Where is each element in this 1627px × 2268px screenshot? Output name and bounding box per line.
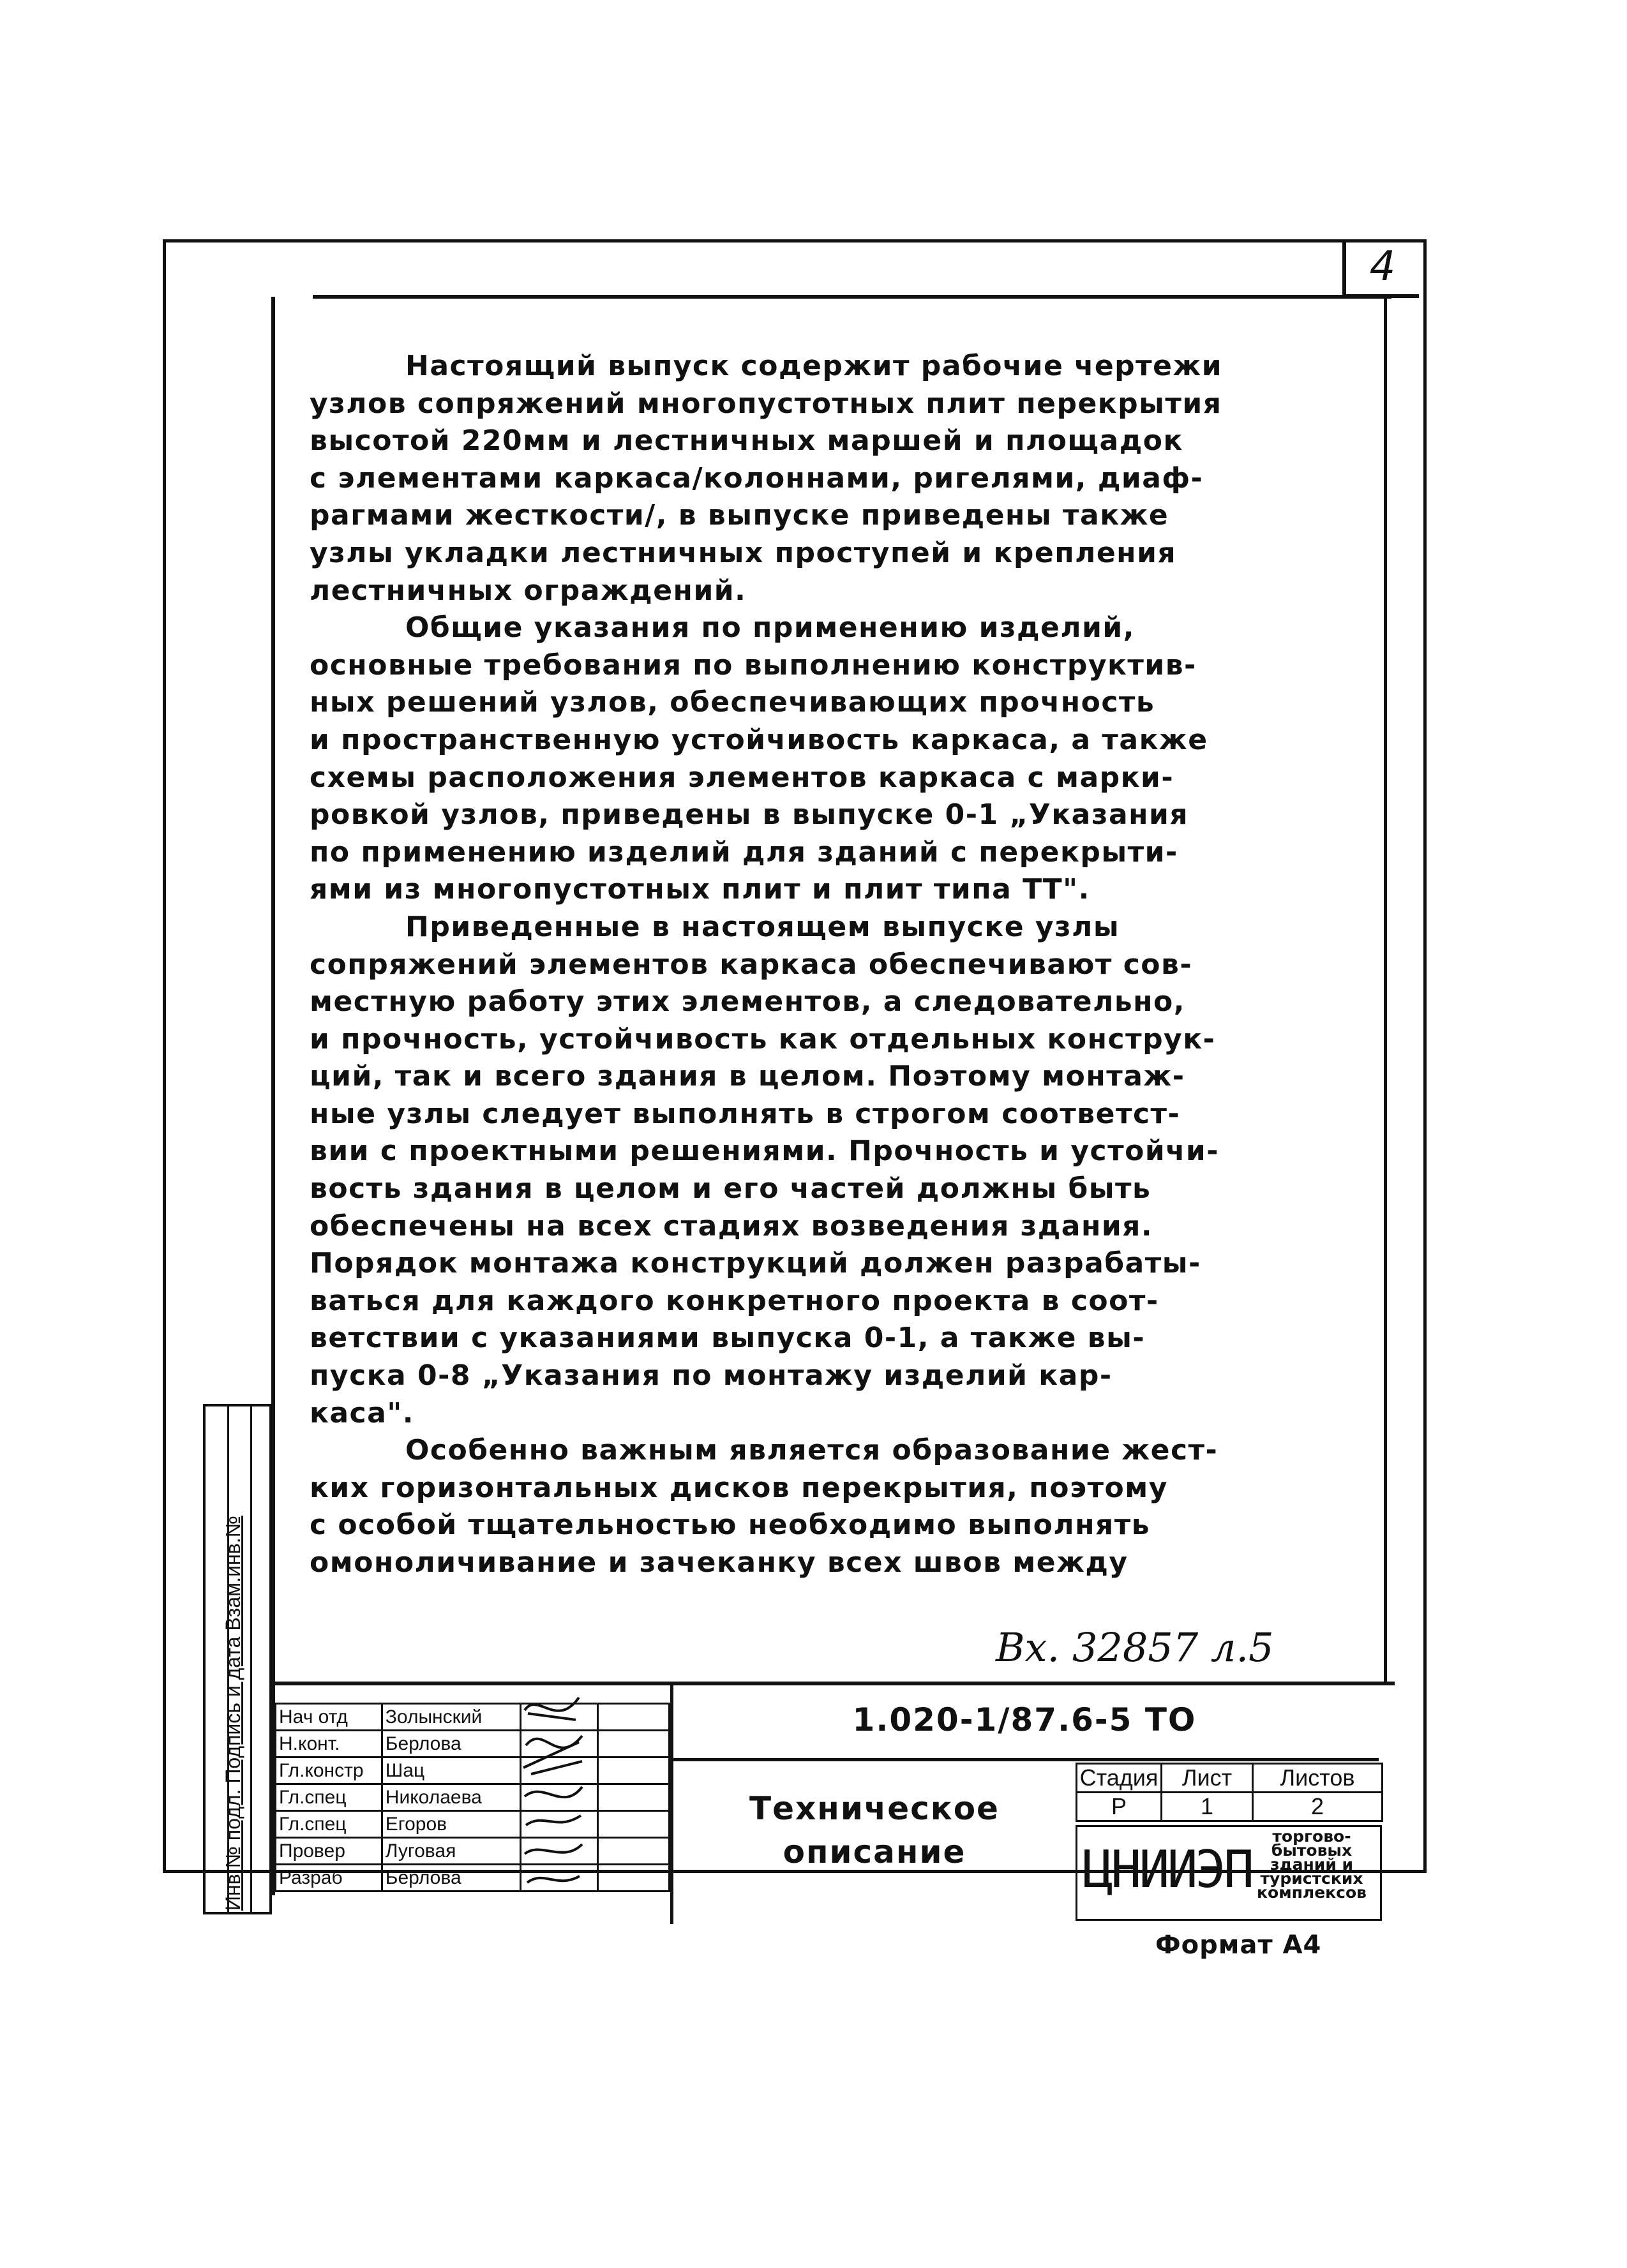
text-line: с особой тщательностью необходимо выполнять xyxy=(310,1509,1151,1542)
name-cell: Шац xyxy=(382,1757,520,1784)
text-line: сопряжений элементов каркаса обеспечивают сов- xyxy=(310,948,1193,981)
text-line: узлов сопряжений многопустотных плит перекрытия xyxy=(310,387,1222,420)
text-line: рагмами жесткости/, в выпуске приведены также xyxy=(310,499,1169,532)
table-row xyxy=(276,1704,670,1731)
role-cell: Гл.констр xyxy=(276,1757,382,1784)
role-cell: Нач отд xyxy=(276,1704,382,1731)
table-row xyxy=(1077,1764,1383,1793)
text-line: ные узлы следует выполнять в строгом соответст- xyxy=(310,1097,1181,1130)
text-line: лестничных ограждений. xyxy=(310,574,747,607)
text-line: Порядок монтажа конструкций должен разрабаты- xyxy=(310,1247,1201,1280)
text-line: и пространственную устойчивость каркаса, а также xyxy=(310,723,1208,756)
paragraph-1 xyxy=(310,348,1388,609)
text-line: местную работу этих элементов, а следовательно, xyxy=(310,985,1185,1018)
role-cell: Гл.спец xyxy=(276,1811,382,1838)
text-line: с элементами каркаса/колоннами, ригелями, диаф- xyxy=(310,461,1204,495)
text-line: обеспечены на всех стадиях возведения здания. xyxy=(310,1209,1153,1242)
text-line: пуска 0-8 „Указания по монтажу изделий кар- xyxy=(310,1359,1113,1392)
table-row xyxy=(276,1865,670,1891)
table-row xyxy=(1077,1793,1383,1821)
text-line: ями из многопустотных плит и плит типа ТТ". xyxy=(310,873,1090,906)
name-cell: Золынский xyxy=(382,1704,520,1731)
text-line: высотой 220мм и лестничных маршей и площадок xyxy=(310,424,1183,458)
date-cell xyxy=(598,1704,670,1731)
text-line: ровкой узлов, приведены в выпуске 0-1 „Указания xyxy=(310,798,1189,832)
document-title xyxy=(709,1787,1040,1874)
text-line: схемы расположения элементов каркаса с марки- xyxy=(310,761,1174,794)
side-stamp xyxy=(203,1404,272,1914)
title-line-2: описание xyxy=(783,1833,966,1870)
handwritten-signatures xyxy=(518,1685,587,1902)
name-cell: Берлова xyxy=(382,1731,520,1757)
text-line: ветствии с указаниями выпуска 0-1, а также вы- xyxy=(310,1322,1146,1355)
text-line: Общие указания по применению изделий, xyxy=(405,611,1135,645)
inventory-note: Вх. 32857 л.5 xyxy=(996,1624,1274,1671)
text-line: ких горизонтальных дисков перекрытия, поэтому xyxy=(310,1471,1168,1504)
paragraph-2 xyxy=(310,609,1388,909)
sheet-number: 4 xyxy=(1342,239,1419,298)
sheets-value: 2 xyxy=(1253,1793,1383,1821)
role-cell: Разраб xyxy=(276,1865,382,1891)
organization-logo: ЦНИИЭП xyxy=(1083,1840,1252,1899)
date-cell xyxy=(598,1811,670,1838)
stage-value: Р xyxy=(1077,1793,1162,1821)
organization-box xyxy=(1076,1825,1382,1921)
organization-name: торгово-бытовых зданий и туристских комплексов xyxy=(1257,1827,1367,1902)
format-label: Формат А4 xyxy=(1155,1930,1322,1960)
code-divider xyxy=(670,1758,1379,1761)
top-rule xyxy=(313,295,1391,299)
date-cell xyxy=(598,1757,670,1784)
stage-header: Стадия xyxy=(1077,1764,1162,1793)
side-stamp-divider xyxy=(250,1406,252,1912)
table-row xyxy=(276,1731,670,1757)
text-line: по применению изделий для зданий с перекрыти- xyxy=(310,835,1178,869)
name-cell: Луговая xyxy=(382,1838,520,1865)
date-cell xyxy=(598,1784,670,1811)
signatures-table xyxy=(274,1703,670,1892)
name-cell: Николаева xyxy=(382,1784,520,1811)
name-cell: Егоров xyxy=(382,1811,520,1838)
sheet-value: 1 xyxy=(1162,1793,1253,1821)
sheet-header: Лист xyxy=(1162,1764,1253,1793)
sheets-header: Листов xyxy=(1253,1764,1383,1793)
document-code: 1.020-1/87.6-5 ТО xyxy=(852,1701,1197,1738)
paragraph-4 xyxy=(310,1432,1388,1581)
text-line: ваться для каждого конкретного проекта в соот- xyxy=(310,1284,1159,1317)
table-row xyxy=(276,1838,670,1865)
paragraph-3 xyxy=(310,909,1388,1432)
name-cell: Берлова xyxy=(382,1865,520,1891)
body-text xyxy=(310,348,1388,1582)
date-cell xyxy=(598,1838,670,1865)
date-cell xyxy=(598,1731,670,1757)
stage-table xyxy=(1076,1763,1383,1822)
date-cell xyxy=(598,1865,670,1891)
text-line: омоноличивание и зачеканку всех швов между xyxy=(310,1546,1128,1579)
text-line: каса". xyxy=(310,1396,414,1429)
table-row xyxy=(276,1811,670,1838)
title-line-1: Техническое xyxy=(749,1790,1000,1827)
role-cell: Провер xyxy=(276,1838,382,1865)
text-line: ций, так и всего здания в целом. Поэтому монтаж- xyxy=(310,1060,1185,1093)
role-cell: Н.конт. xyxy=(276,1731,382,1757)
side-stamp-text: Инв № подл. Подпись и дата Взам.инв.№ xyxy=(221,1516,244,1911)
table-row xyxy=(276,1784,670,1811)
role-cell: Гл.спец xyxy=(276,1784,382,1811)
signatures-icon xyxy=(518,1685,587,1902)
text-line: вость здания в целом и его частей должны быть xyxy=(310,1172,1151,1205)
text-line: и прочность, устойчивость как отдельных конструк- xyxy=(310,1022,1216,1056)
text-line: Особенно важным является образование жест- xyxy=(405,1434,1218,1467)
text-line: Настоящий выпуск содержит рабочие чертежи xyxy=(405,350,1223,382)
text-line: Приведенные в настоящем выпуске узлы xyxy=(405,910,1120,943)
text-line: основные требования по выполнению конструктив- xyxy=(310,648,1197,682)
text-line: ных решений узлов, обеспечивающих прочность xyxy=(310,686,1155,719)
text-line: вии с проектными решениями. Прочность и устойчи- xyxy=(310,1135,1219,1168)
text-line: узлы укладки лестничных проступей и крепления xyxy=(310,536,1177,569)
table-row xyxy=(276,1757,670,1784)
